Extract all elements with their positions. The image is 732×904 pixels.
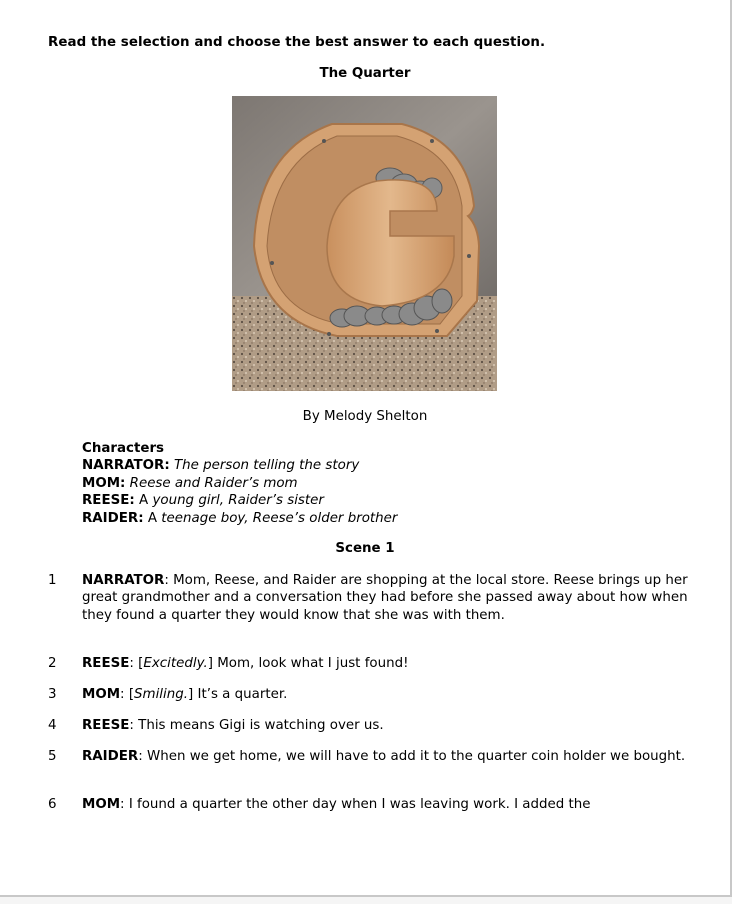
paragraph-text: REESE: [Excitedly.] Mom, look what I just found! (82, 656, 409, 671)
character-description: young girl, Raider’s sister (152, 493, 324, 509)
speaker: REESE (82, 656, 130, 671)
speaker: REESE (82, 718, 130, 733)
character-article: A (139, 493, 149, 509)
character-description: Reese and Raider’s mom (129, 475, 298, 491)
characters-heading: Characters (82, 441, 165, 456)
character-name: NARRATOR: (82, 458, 170, 474)
character-name: RAIDER: (82, 510, 144, 526)
paragraph-text (82, 796, 688, 813)
dialogue: Mom, look what I just found! (212, 656, 409, 671)
stage-direction: Excitedly. (143, 656, 208, 671)
paragraph (48, 655, 688, 672)
speaker: MOM (82, 687, 121, 702)
selection-title: The Quarter (319, 66, 411, 81)
character-article: A (147, 510, 158, 526)
character-entry (82, 457, 397, 474)
dialogue: : When we get home, we will have to add it to the quarter coin holder we bought. (138, 749, 686, 764)
paragraph-number: 4 (48, 718, 57, 733)
character-entry (82, 475, 397, 492)
character-description: teenage boy, Reese’s older brother (161, 510, 398, 526)
character-name: MOM: (82, 475, 126, 491)
dialogue: : I found a quarter the other day when I was leaving work. I added the (120, 797, 591, 812)
character-name: REESE: (82, 493, 135, 509)
coin-bank-photo (232, 96, 497, 391)
paragraph (48, 748, 688, 765)
paragraph-number: 1 (48, 573, 57, 588)
character-description: The person telling the story (173, 458, 360, 474)
character-entry (82, 492, 397, 509)
paragraph-number: 5 (48, 749, 57, 764)
paragraph (48, 686, 688, 703)
paragraph-text (82, 748, 688, 765)
characters-list (82, 440, 397, 527)
speaker: RAIDER (82, 749, 139, 764)
paragraph-number: 2 (48, 656, 57, 671)
character-entry (82, 510, 397, 527)
paragraph-text (82, 572, 688, 624)
paragraph (48, 572, 688, 624)
paragraph-text: MOM: [Smiling.] It’s a quarter. (82, 687, 288, 702)
speaker: MOM (82, 797, 121, 812)
dialogue: : This means Gigi is watching over us. (129, 718, 384, 733)
paragraph-number: 6 (48, 797, 57, 812)
dialogue: It’s a quarter. (193, 687, 288, 702)
stage-direction: Smiling. (134, 687, 188, 702)
paragraph-text (82, 717, 688, 734)
scene-heading: Scene 1 (335, 541, 395, 556)
instructions: Read the selection and choose the best answer to each question. (48, 35, 546, 50)
speaker: NARRATOR (82, 573, 165, 588)
paragraph (48, 796, 688, 813)
paragraph (48, 717, 688, 734)
paragraph-number: 3 (48, 687, 57, 702)
author-byline: By Melody Shelton (302, 409, 428, 424)
dialogue: : Mom, Reese, and Raider are shopping at the local store. Reese brings up her great grandmother and a conversation they had before she passed away about how when they found a quarter they would know that she was with them. (82, 573, 688, 623)
